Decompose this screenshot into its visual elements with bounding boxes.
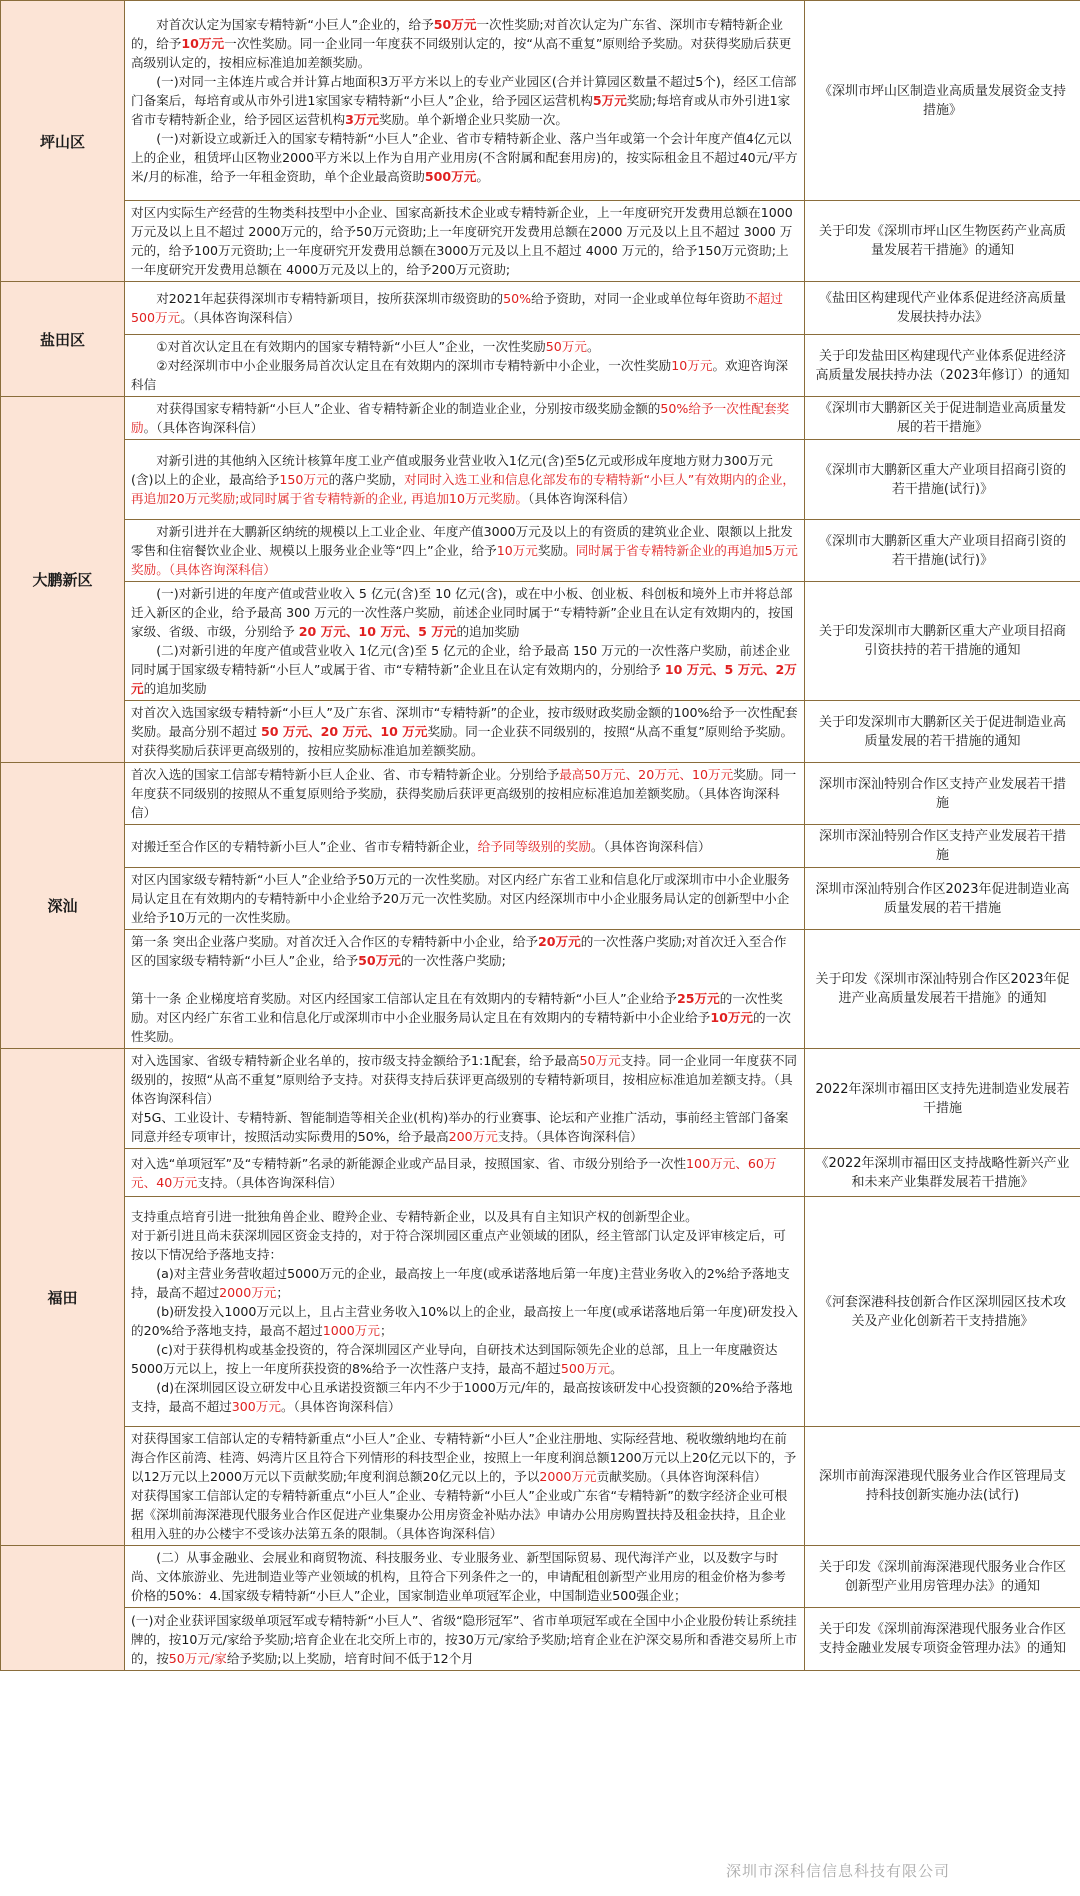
district-cell: 坪山区 [1,1,125,282]
district-cell [1,1546,125,1671]
district-cell: 福田 [1,1049,125,1546]
policy-source-cell: 《河套深港科技创新合作区深圳园区技术攻关及产业化创新若干支持措施》 [805,1197,1080,1427]
policy-content-cell [125,1427,805,1546]
table-row [1,1049,1080,1149]
policy-source-cell: 深圳市前海深港现代服务业合作区管理局支持科技创新实施办法(试行) [805,1427,1080,1546]
policy-content-cell [125,763,805,825]
policy-paragraph [131,1486,798,1543]
policy-paragraph [131,584,798,641]
policy-content-cell [125,1608,805,1671]
policy-text: 对2021年起获得深圳市专精特新项目，按所获深圳市级资助的 [156,291,504,306]
highlight-amount: 50% [503,291,532,306]
policy-paragraph [131,703,798,760]
policy-source-cell: 《盐田区构建现代产业体系促进经济高质量发展扶持办法》 [805,282,1080,335]
policy-paragraph [131,1340,798,1378]
policy-text: (二）从事金融业、会展业和商贸物流、科技服务业、专业服务业、新型国际贸易、现代海洋产业，以及数字与时尚、文体旅游业、先进制造业等产业领域的机构，且符合下列条件之一的，申请配租创新型产业用房的租金价格为参考价格的50%：4.国家级专精特新“小巨人”企业，国家制造业单项冠军企业，中国制造业500强企业； [131,1550,786,1603]
highlight-amount: 不超过500万元 [131,291,783,325]
policy-source-cell: 深圳市深汕特别合作区2023年促进制造业高质量发展的若干措施 [805,868,1080,930]
policy-text: 的追加奖励 [143,681,207,696]
highlight-amount: 50 万元、20 万元、10 万元 [260,724,428,739]
highlight-amount: 10万元 [496,543,538,558]
policy-text: ②对经深圳市中小企业服务局首次认定且在有效期内的深圳市专精特新中小企业，一次性奖励 [156,358,672,373]
highlight-amount: 10万元 [671,358,713,373]
district-cell: 深汕 [1,763,125,1049]
policy-paragraph [131,641,798,698]
policy-content-cell [125,701,805,763]
highlight-amount: 25万元 [677,991,720,1006]
highlight-amount: 50万元 [579,1053,621,1068]
policy-content-cell [125,1049,805,1149]
policy-paragraph [131,1378,798,1416]
policy-text: (一)对同一主体连片或合并计算占地面积3万平方米以上的专业产业园区(合并计算园区数量不超过5个)，经区工信部门备案后，每培育或从市外引进1家国家专精特新“小巨人”企业，给予园区运营机构 [131,74,797,108]
table-row [1,440,1080,520]
highlight-amount: 给予同等级别的奖励 [477,838,591,854]
policy-source-cell: 关于印发《深圳前海深港现代服务业合作区创新型产业用房管理办法》的通知 [805,1546,1080,1608]
policy-text: 对新引进并在大鹏新区纳统的规模以上工业企业、年度产值3000万元及以上的有资质的建筑业企业、限额以上批发零售和住宿餐饮业企业、规模以上服务业企业等“四上”企业，给予 [131,524,793,558]
policy-paragraph [131,837,798,856]
policy-text: 一次性奖励。同一企业同一年度获不同级别认定的，按“从高不重复”原则给予奖励。对获得奖励后获更高级别认定的，按相应标准追加差额奖励。 [131,36,792,70]
policy-paragraph [131,15,798,72]
policy-text: (c)对于获得机构或基金投资的，符合深圳园区产业导向，自研技术达到国际领先企业的总部，且上一年度融资达5000万元以上，按上一年度所获投资的8%给予一次性落户支持，最高不超过 [131,1342,778,1376]
highlight-amount: 10万元 [710,1010,754,1025]
policy-text: 。（具体咨询深科信） [143,420,264,435]
table-row [1,397,1080,440]
highlight-amount: 2000万元 [219,1285,277,1300]
policy-text: ； [379,1323,393,1338]
table-row [1,282,1080,335]
policy-text: 对新引进的其他纳入区统计核算年度工业产值或服务业营业收入1亿元(含)至5亿元或形成年度地方财力300万元 (含)以上的企业，最高给予 [131,453,773,487]
highlight-amount: 20 万元、10 万元、5 万元 [298,624,457,639]
highlight-amount: 最高50万元、20万元、10万元 [559,767,734,782]
policy-paragraph [131,1207,798,1226]
policy-text: (d)在深圳园区设立研发中心且承诺投资额三年内不少于1000万元/年的，最高按该研发中心投资额的20%给予落地支持，最高不超过 [131,1380,793,1414]
policy-text: 。 [610,1361,623,1376]
policy-text: (一)对新引进的年度产值或营业收入 5 亿元(含)至 10 亿元(含)，或在中小板、创业板、科创板和境外上市并将总部迁入新区的企业，给予最高 300 万元的一次性落户奖励，前述企业同时属于“专精特新”企业且在认定有效期内的，按国家级、省级、市级，分别给予 [131,586,794,639]
policy-text: 支持。同一企业同一年度获不同级别的，按照“从高不重复”原则给予支持。对获得支持后获评更高级别的专精特新项目，按相应标准追加差额支持。（具体咨询深科信） [131,1053,797,1106]
policy-paragraph [131,1108,798,1146]
highlight-amount: 150万元 [279,472,329,487]
policy-text: （具体咨询深科信） [527,491,635,506]
table-row [1,582,1080,701]
policy-source-cell: 《2022年深圳市福田区支持战略性新兴产业和未来产业集群发展若干措施》 [805,1149,1080,1197]
table-row [1,1149,1080,1197]
policy-text: 支持。（具体咨询深科信） [197,1174,343,1190]
policy-paragraph [131,1611,798,1668]
policy-text: ①对首次认定且在有效期内的国家专精特新“小巨人”企业，一次性奖励 [156,339,546,354]
policy-text: 对首次认定为国家专精特新“小巨人”企业的，给予 [156,17,434,32]
policy-text: 。 [476,169,489,184]
policy-text: 对区内实际生产经营的生物类科技型中小企业、国家高新技术企业或专精特新企业，上一年度研究开发费用总额在1000万元及以上且不超过 2000万元的，给予50万元资助;上一年度研究开发费用总额在2000 万元及以上且不超过 3000 万元的，给予100万元资助;上一年度研究开发费用总额在3000万元及以上且不超过 4000 万元的，给予150万元资助;上一年度研究开发费用总额在 4000万元及以上的，给予200万元资助; [131,205,793,277]
highlight-amount: 500万元 [560,1361,611,1376]
policy-text: 第十一条 企业梯度培育奖励。对区内经国家工信部认定且在有效期内的专精特新“小巨人”企业给予 [131,991,677,1006]
policy-text: 的一次性落户奖励;对首次迁入至合作区的国家级专精特新“小巨人”企业，给予 [131,934,787,968]
policy-source-cell: 《深圳市大鹏新区重大产业项目招商引资的若干措施(试行)》 [805,520,1080,582]
highlight-amount: 同时属于省专精特新企业的再追加5万元奖励。（具体咨询深科信） [131,543,798,577]
highlight-amount: 300万元 [231,1399,281,1414]
policy-paragraph [131,399,798,437]
policy-source-cell: 关于印发深圳市大鹏新区重大产业项目招商引资扶持的若干措施的通知 [805,582,1080,701]
policy-paragraph [131,1154,798,1192]
policy-text: 。 [586,339,600,354]
policy-text: 。（具体咨询深科信） [180,310,300,325]
policy-paragraph [131,1548,798,1605]
highlight-amount: 对同时入选工业和信息化部发布的专精特新“小巨人”有效期内的企业，再追加20万元奖励;或同时属于省专精特新的企业, 再追加10万元奖励。 [131,472,796,506]
highlight-amount: 100万元、60万元、40万元 [131,1155,777,1190]
highlight-amount: 50万元 [358,953,401,968]
policy-paragraph [131,129,798,186]
policy-content-cell [125,868,805,930]
policy-content-cell [125,1149,805,1197]
highlight-amount: 500万元 [424,169,477,184]
policy-text: 对获得国家工信部认定的专精特新重点“小巨人”企业、专精特新“小巨人”企业注册地、实际经营地、税收缴纳地均在前海合作区前湾、桂湾、妈湾片区且符合下列情形的科技型企业，按照上一年度利润总额1200万元以上20亿元以下的，予以12万元以上2000万元以下贡献奖励;年度利润总额20亿元以上的，予以 [131,1431,797,1484]
policy-source-cell: 关于印发《深圳市坪山区生物医药产业高质量发展若干措施》的通知 [805,201,1080,282]
policy-text: 的落户奖励， [328,472,405,487]
policy-source-cell: 关于印发《深圳市深汕特别合作区2023年促进产业高质量发展若干措施》的通知 [805,930,1080,1049]
policy-text: 给予资助，对同一企业或单位每年资助 [531,291,746,306]
policy-content-cell [125,930,805,1049]
policy-paragraph [131,356,798,394]
policy-paragraph [131,1302,798,1340]
highlight-amount: 50万元/家 [168,1650,227,1666]
policy-paragraph [131,289,798,327]
policy-text: 。欢迎咨询深科信 [131,358,789,392]
policy-paragraph [131,522,798,579]
policy-content-cell [125,335,805,397]
policy-content-cell [125,1197,805,1427]
policy-paragraph [131,1226,798,1264]
highlight-amount: 5万元 [592,93,627,108]
policy-content-cell [125,1,805,201]
policy-paragraph [131,203,798,279]
policy-paragraph [131,337,798,356]
policy-paragraph [131,932,798,970]
policy-text: 对获得国家工信部认定的专精特新重点“小巨人”企业、专精特新“小巨人”企业或广东省“专精特新”的数字经济企业可根据《深圳前海深港现代服务业合作区促进产业集聚办公用房资金补贴办法》申请办公用房购置扶持及租金扶持，且企业租用入驻的办公楼宇不受该办法第五条的限制。（具体咨询深科信） [131,1488,788,1541]
policy-paragraph [131,72,798,129]
policy-text: (一)对企业获评国家级单项冠军或专精特新“小巨人”、省级“隐形冠军”、省市单项冠军或在全国中小企业股份转让系统挂牌的，按10万元/家给予奖励;培育企业在北交所上市的，按30万元/家给予奖励;培育企业在沪深交易所和香港交易所上市的，按 [131,1612,798,1666]
highlight-amount: 1000万元 [322,1323,380,1338]
highlight-amount: 2000万元 [539,1469,597,1484]
table-row [1,825,1080,868]
highlight-amount: 50万元 [433,17,477,32]
policy-text: 对5G、工业设计、专精特新、智能制造等相关企业(机构)举办的行业赛事、论坛和产业推广活动，事前经主管部门备案同意并经专项审计，按照活动实际费用的50%，给予最高 [131,1110,789,1144]
policy-paragraph [131,451,798,508]
highlight-amount: 10 万元、5 万元、2万元 [131,662,797,696]
policy-text: (二)对新引进的年度产值或营业收入 1亿元(含)至 5 亿元的企业，给予最高 150 万元的一次性落户奖励，前述企业同时属于国家级专精特新“小巨人”或属于省、市“专精特新”企业且在认定有效期内的，分别给予 [131,643,791,677]
policy-text: 对获得国家专精特新“小巨人”企业、省专精特新企业的制造业企业，分别按市级奖励金额的 [156,401,661,416]
policy-content-cell [125,282,805,335]
policy-content-cell [125,520,805,582]
policy-text: 对搬迁至合作区的专精特新小巨人”企业、省市专精特新企业， [131,838,478,854]
policy-paragraph [131,989,798,1046]
watermark-text: 深圳市深科信信息科技有限公司 [726,1862,951,1880]
table-row [1,1197,1080,1427]
policy-paragraph [131,1429,798,1486]
policy-content-cell [125,1546,805,1608]
table-row [1,335,1080,397]
table-row [1,1,1080,201]
policy-paragraph [131,870,798,927]
policy-text: 贡献奖励。（具体咨询深科信） [596,1469,767,1484]
policy-text: 第一条 突出企业落户奖励。对首次迁入合作区的专精特新中小企业，给予 [131,934,539,949]
policy-text: 奖励。单个新增企业只奖励一次。 [379,112,568,127]
policy-table-body [1,1,1080,1671]
policy-source-cell: 深圳市深汕特别合作区支持产业发展若干措施 [805,763,1080,825]
highlight-amount: 50%给予一次性配套奖励 [131,401,790,435]
policy-paragraph [131,1264,798,1302]
policy-source-cell: 《深圳市坪山区制造业高质量发展资金支持措施》 [805,1,1080,201]
policy-text: 奖励。同一年度获不同级别的按照从不重复原则给予奖励，获得奖励后获评更高级别的按相应标准追加差额奖励。（具体咨询深科信） [131,767,797,820]
policy-content-cell [125,397,805,440]
policy-text: 对入选“单项冠军”及“专精特新”名录的新能源企业或产品目录，按照国家、省、市级分别给予一次性 [131,1155,687,1171]
policy-text: 对区内国家级专精特新“小巨人”企业给予50万元的一次性奖励。对区内经广东省工业和信息化厅或深圳市中小企业服务局认定且在有效期内的专精特新中小企业给予20万元一次性奖励。对区内经深圳市中小企业服务局认定的创新型中小企业给予10万元的一次性奖励。 [131,872,790,925]
highlight-amount: 50万元 [545,339,587,354]
policy-text: 奖励。 [537,543,576,558]
policy-text: 的一次性奖励。 [131,1010,791,1044]
policy-source-cell: 《深圳市大鹏新区关于促进制造业高质量发展的若干措施》 [805,397,1080,440]
policy-source-cell: 关于印发盐田区构建现代产业体系促进经济高质量发展扶持办法（2023年修订）的通知 [805,335,1080,397]
policy-text: 对于新引进且尚未获深圳园区资金支持的，对于符合深圳园区重点产业领域的团队，经主管部门认定及评审核定后，可按以下情况给予落地支持： [131,1228,786,1262]
table-row [1,1608,1080,1671]
highlight-amount: 200万元 [448,1129,498,1144]
district-cell: 盐田区 [1,282,125,397]
highlight-amount: 3万元 [345,112,380,127]
policy-source-cell: 关于印发深圳市大鹏新区关于促进制造业高质量发展的若干措施的通知 [805,701,1080,763]
policy-text: 的一次性奖励。对区内经广东省工业和信息化厅或深圳市中小企业服务局认定且在有效期内的专精特新中小企业给予 [131,991,783,1025]
policy-text: ； [276,1285,289,1300]
table-row [1,201,1080,282]
table-row [1,701,1080,763]
policy-text: 一次性奖励;对首次认定为广东省、深圳市专精特新企业的，给予 [131,17,783,51]
policy-text: 首次入选的国家工信部专精特新小巨人企业、省、市专精特新企业。分别给予 [131,767,560,782]
highlight-amount: 20万元 [538,934,581,949]
district-cell: 大鹏新区 [1,397,125,763]
table-row [1,930,1080,1049]
policy-content-cell [125,582,805,701]
policy-source-cell: 关于印发《深圳前海深港现代服务业合作区支持金融业发展专项资金管理办法》的通知 [805,1608,1080,1671]
highlight-amount: 10万元 [181,36,225,51]
policy-text: 的一次性落户奖励; [400,953,506,968]
policy-content-cell [125,825,805,868]
table-row [1,520,1080,582]
policy-text: 对入选国家、省级专精特新企业名单的，按市级支持金额给予1:1配套，给予最高 [131,1053,580,1068]
policy-paragraph [131,765,798,822]
policy-content-cell [125,440,805,520]
policy-paragraph [131,1051,798,1108]
policy-text: (b)研发投入1000万元以上，且占主营业务收入10%以上的企业，最高按上一年度(或承诺落地后第一年度)研发投入的20%给予落地支持，最高不超过 [131,1304,799,1338]
policy-text: 。（具体咨询深科信） [280,1399,401,1414]
table-row [1,1546,1080,1608]
policy-text: 的追加奖励 [456,624,520,639]
policy-text: 。（具体咨询深科信） [590,838,711,854]
policy-text: 支持重点培育引进一批独角兽企业、瞪羚企业、专精特新企业，以及具有自主知识产权的创新型企业。 [131,1209,698,1224]
policy-text: (a)对主营业务营收超过5000万元的企业，最高按上一年度(或承诺落地后第一年度)主营业务收入的2%给予落地支持，最高不超过 [131,1266,790,1300]
policy-source-cell: 深圳市深汕特别合作区支持产业发展若干措施 [805,825,1080,868]
policy-text: 给予奖励;以上奖励，培育时间不低于12个月 [226,1650,474,1666]
table-row [1,763,1080,825]
table-row [1,868,1080,930]
policy-text: 对首次入选国家级专精特新“小巨人”及广东省、深圳市“专精特新”的企业，按市级财政奖励金额的100%给予一次性配套奖励。最高分别不超过 [131,705,798,739]
policy-text: 支持。（具体咨询深科信） [497,1129,643,1144]
policy-source-cell: 《深圳市大鹏新区重大产业项目招商引资的若干措施(试行)》 [805,440,1080,520]
policy-text: 奖励。同一企业获不同级别的，按照“从高不重复”原则给予奖励。对获得奖励后获评更高级别的，按相应奖励标准追加差额奖励。 [131,724,794,758]
policy-source-cell: 2022年深圳市福田区支持先进制造业发展若干措施 [805,1049,1080,1149]
table-row [1,1427,1080,1546]
policy-text: 奖励;每培育或从市外引进1家省市专精特新企业，给予园区运营机构 [131,93,791,127]
policy-text: (一)对新设立或新迁入的国家专精特新“小巨人”企业、省市专精特新企业、落户当年或第一个会计年度产值4亿元以上的企业，租赁坪山区物业2000平方米以上作为自用产业用房(不含附属和配套用房)的，按实际租金且不超过40元/平方米/月的标准，给予一年租金资助，单个企业最高资助 [131,131,798,184]
policy-content-cell [125,201,805,282]
